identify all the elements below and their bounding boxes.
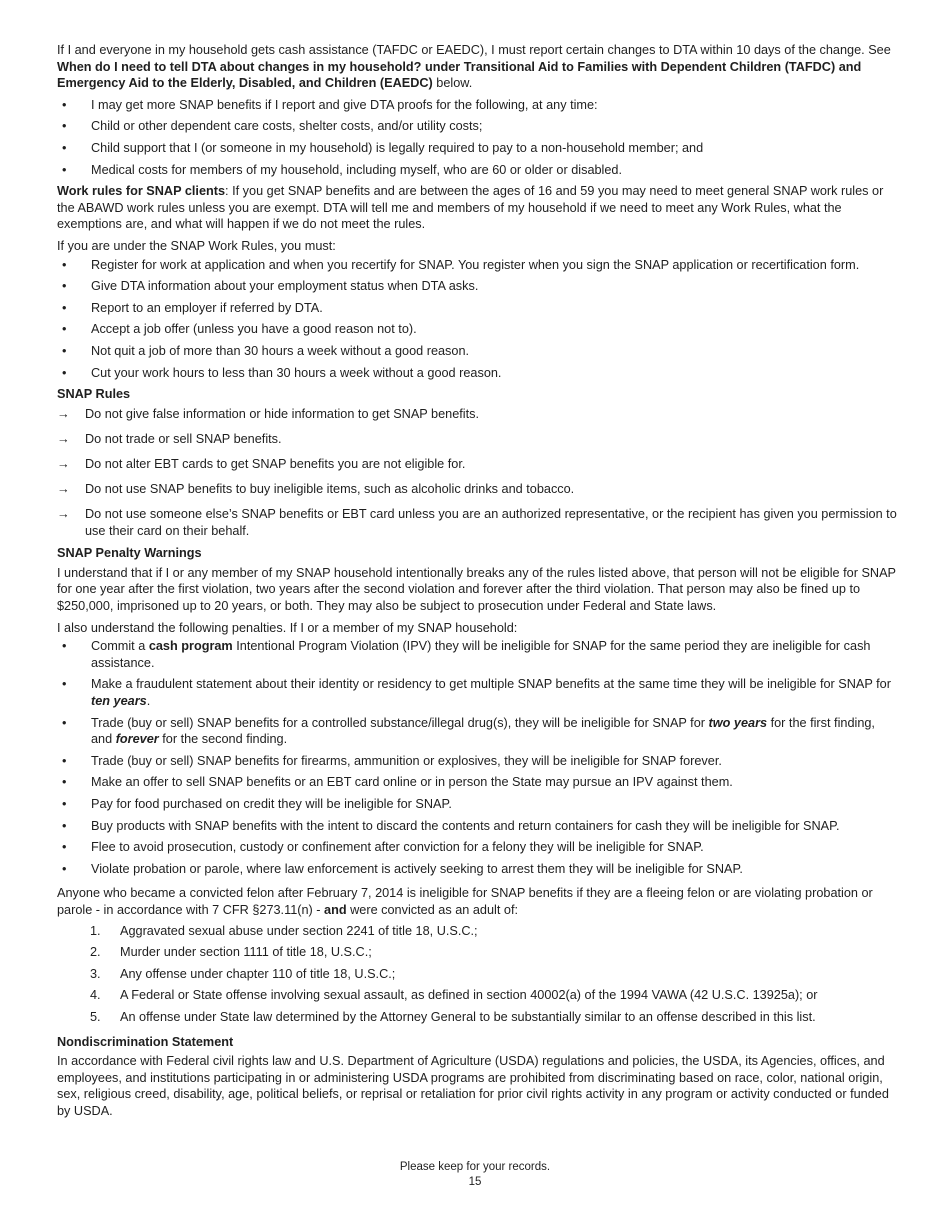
list-item: • Give DTA information about your employment status when DTA asks. bbox=[62, 279, 479, 294]
work-rules-label: Work rules for SNAP clients bbox=[57, 184, 226, 199]
list-item: 3. Any offense under chapter 110 of title 18, U.S.C.; bbox=[90, 966, 396, 981]
work-rules-paragraph: Work rules for SNAP clients: If you get SNAP benefits and are between the ages of 16 and 59 you may need to meet general SNAP work rules or the ABAWD work rules unless you are exempt. DTA will tell me and members of my household if we need to meet any Work Rules, what the exemptions are, and what will happen if we do not meet the rules. bbox=[57, 184, 884, 232]
bullet-icon: • bbox=[62, 639, 67, 654]
bullet-icon: • bbox=[62, 677, 67, 692]
list-item: • Child or other dependent care costs, shelter costs, and/or utility costs; bbox=[62, 119, 483, 134]
list-item: 5. An offense under State law determined by the Attorney General to be substantially similar to an offense described in this list. bbox=[90, 1009, 816, 1024]
bullet-icon: • bbox=[62, 715, 67, 730]
list-item: 4. A Federal or State offense involving sexual assault, as defined in section 40002(a) of the 1994 VAWA (42 U.S.C. 13925a); or bbox=[90, 988, 818, 1003]
arrow-icon: → bbox=[57, 406, 70, 421]
list-item: • Not quit a job of more than 30 hours a week without a good reason. bbox=[62, 343, 470, 358]
list-item: → Do not give false information or hide information to get SNAP benefits. bbox=[57, 406, 479, 421]
bullet-icon: • bbox=[62, 300, 67, 315]
bullet-icon: • bbox=[62, 365, 67, 380]
bullet-icon: • bbox=[62, 753, 67, 768]
list-item: • Pay for food purchased on credit they will be ineligible for SNAP. bbox=[62, 796, 452, 811]
intro-text: If I and everyone in my household gets cash assistance (TAFDC or EAEDC), I must report certain changes to DTA within 10 days of the change. See bbox=[57, 43, 891, 57]
report-list bbox=[57, 97, 897, 178]
list-item: 1. Aggravated sexual abuse under section 2241 of title 18, U.S.C.; bbox=[90, 923, 478, 938]
list-item: • Accept a job offer (unless you have a good reason not to). bbox=[62, 322, 417, 337]
list-item: • Medical costs for members of my household, including myself, who are 60 or older or disabled. bbox=[62, 162, 623, 177]
list-item: → Do not alter EBT cards to get SNAP benefits you are not eligible for. bbox=[57, 456, 466, 471]
list-item: • Trade (buy or sell) SNAP benefits for a controlled substance/illegal drug(s), they will be ineligible for SNAP for two years for the first finding, and forever for the second finding. bbox=[62, 715, 875, 747]
list-item: → Do not trade or sell SNAP benefits. bbox=[57, 431, 282, 446]
felon-list bbox=[57, 923, 897, 1026]
list-item: • Cut your work hours to less than 30 hours a week without a good reason. bbox=[62, 365, 502, 380]
list-item: • Buy products with SNAP benefits with the intent to discard the contents and return containers for cash they will be ineligible for SNAP. bbox=[62, 818, 840, 833]
bullet-icon: • bbox=[62, 796, 67, 811]
bullet-icon: • bbox=[62, 818, 67, 833]
intro-paragraph bbox=[57, 42, 897, 92]
felon-paragraph: Anyone who became a convicted felon after February 7, 2014 is ineligible for SNAP benefits if they are a fleeing felon or are violating probation or parole - in accordance with 7 CFR §273.11(n) - and were convicted as an adult of: bbox=[57, 886, 873, 917]
list-item: → Do not use someone else’s SNAP benefits or EBT card unless you are an authorized representative, or the recipient has given you permission to use their card on their behalf. bbox=[57, 507, 897, 538]
list-item: • Commit a cash program Intentional Program Violation (IPV) they will be ineligible for SNAP for the same period they are ineligible for cash assistance. bbox=[62, 639, 871, 670]
penalty-heading: SNAP Penalty Warnings bbox=[57, 546, 202, 561]
work-rules-intro: If you are under the SNAP Work Rules, you must: bbox=[57, 238, 336, 253]
list-item: 2. Murder under section 1111 of title 18, U.S.C.; bbox=[90, 945, 372, 960]
bullet-icon: • bbox=[62, 840, 67, 855]
bullet-icon: • bbox=[62, 162, 67, 177]
bullet-icon: • bbox=[62, 257, 67, 272]
list-item: • Register for work at application and when you recertify for SNAP. You register when you sign the SNAP application or recertification form. bbox=[62, 257, 860, 272]
arrow-icon: → bbox=[57, 456, 70, 471]
list-item: • Trade (buy or sell) SNAP benefits for firearms, ammunition or explosives, they will be ineligible for SNAP forever. bbox=[62, 753, 722, 768]
list-item: → Do not use SNAP benefits to buy ineligible items, such as alcoholic drinks and tobacco. bbox=[57, 481, 575, 496]
bullet-icon: • bbox=[62, 279, 67, 294]
penalty-intro: I also understand the following penalties. If I or a member of my SNAP household: bbox=[57, 620, 518, 635]
bullet-icon: • bbox=[62, 322, 67, 337]
list-item: • Make an offer to sell SNAP benefits or an EBT card online or in person the State may pursue an IPV against them. bbox=[62, 775, 733, 790]
list-item: • Report to an employer if referred by DTA. bbox=[62, 300, 323, 315]
bullet-icon: • bbox=[62, 343, 67, 358]
intro-reference: When do I need to tell DTA about changes in my household? under Transitional Aid to Families with Dependent Children (TAFDC) and Emergency Aid to the Elderly, Disabled, and Children (EAEDC) bbox=[57, 59, 862, 91]
bullet-icon: • bbox=[62, 97, 67, 112]
list-item: • Child support that I (or someone in my household) is legally required to pay to a non-household member; and bbox=[62, 140, 704, 155]
snap-rules-list bbox=[57, 406, 897, 540]
nondiscrimination-heading: Nondiscrimination Statement bbox=[57, 1034, 234, 1049]
footer-note: Please keep for your records. bbox=[399, 1161, 551, 1173]
nondiscrimination-paragraph: In accordance with Federal civil rights law and U.S. Department of Agriculture (USDA) regulations and policies, the USDA, its Agencies, offices, and employees, and institutions participating in or administering USDA programs are prohibited from discriminating based on race, color, national origin, sex, religious creed, disability, age, political beliefs, or reprisal or retaliation for prior civil rights activity in any program or activity conducted or funded by USDA. bbox=[57, 1054, 889, 1118]
bullet-icon: • bbox=[62, 861, 67, 876]
arrow-icon: → bbox=[57, 431, 70, 446]
arrow-icon: → bbox=[57, 481, 70, 496]
bullet-icon: • bbox=[62, 119, 67, 134]
work-rules-list bbox=[57, 257, 897, 382]
page-number: 15 bbox=[468, 1176, 482, 1188]
penalty-list bbox=[57, 638, 897, 877]
arrow-icon: → bbox=[57, 507, 70, 522]
list-item: • Make a fraudulent statement about their identity or residency to get multiple SNAP benefits at the same time they will be ineligible for SNAP for ten years. bbox=[62, 677, 891, 708]
snap-rules-heading: SNAP Rules bbox=[57, 387, 131, 402]
page-content bbox=[57, 42, 897, 1119]
list-item: • Violate probation or parole, where law enforcement is actively seeking to arrest them they will be ineligible for SNAP. bbox=[62, 861, 743, 876]
list-item: • Flee to avoid prosecution, custody or confinement after conviction for a felony they will be ineligible for SNAP. bbox=[62, 840, 704, 855]
bullet-icon: • bbox=[62, 140, 67, 155]
bullet-icon: • bbox=[62, 775, 67, 790]
penalty-paragraph: I understand that if I or any member of my SNAP household intentionally breaks any of the rules listed above, that person will not be eligible for SNAP for one year after the first violation, two years after the second violation and forever after the third violation. That person may also be fined up to $250,000, imprisoned up to 20 years, or both. They may also be subject to prosecution under Federal and State laws. bbox=[57, 565, 896, 614]
intro-text-end: below. bbox=[432, 76, 473, 91]
list-item: • I may get more SNAP benefits if I report and give DTA proofs for the following, at any time: bbox=[62, 97, 598, 112]
